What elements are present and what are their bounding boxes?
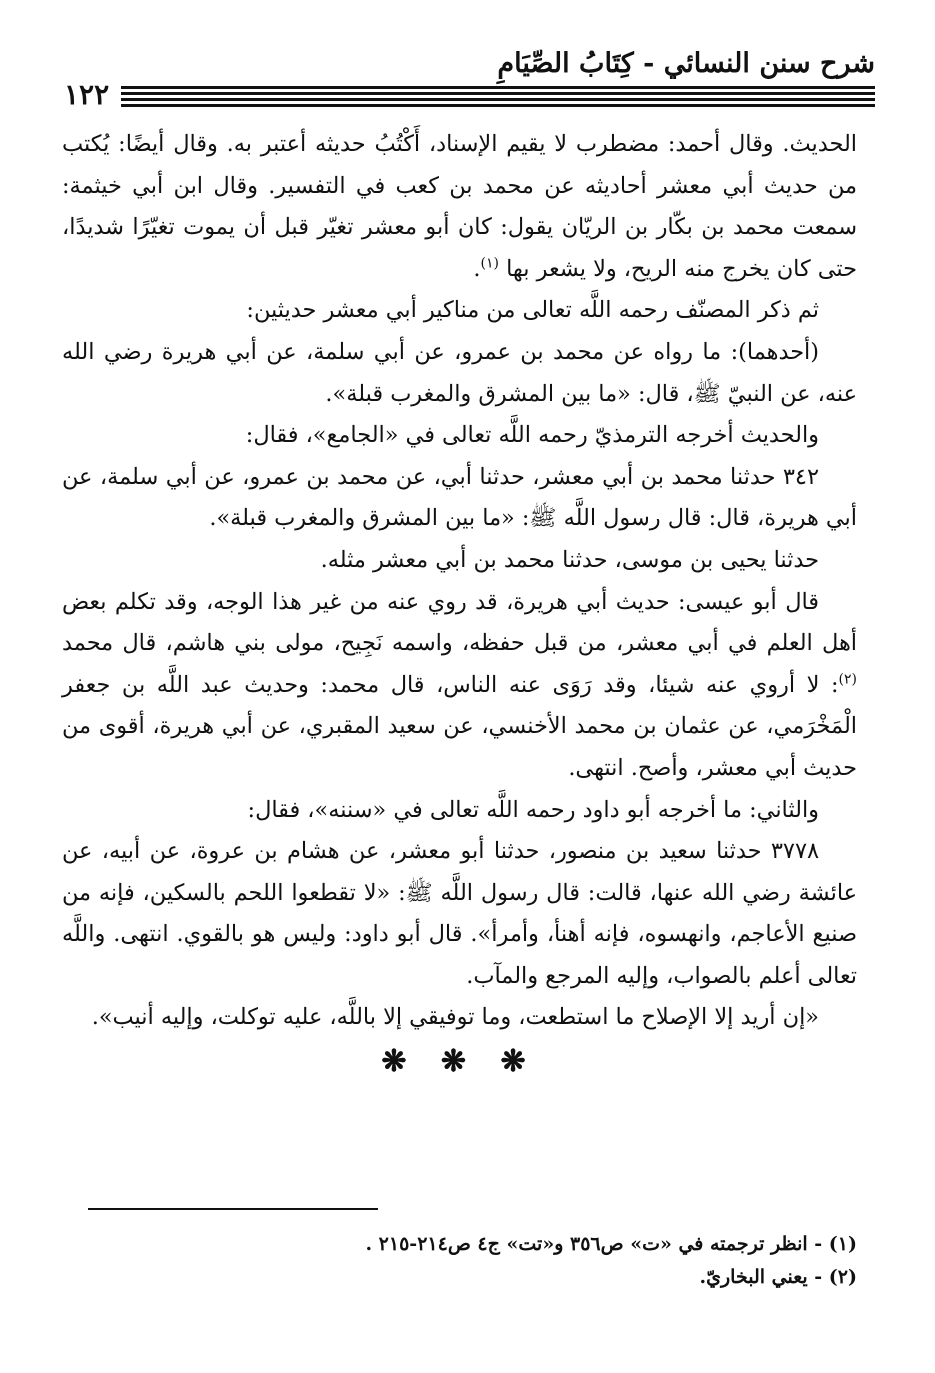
main-text [62, 124, 857, 1083]
footnote: (٢) - يعني البخاريّ. [699, 1266, 857, 1288]
footnote-ref: (٢) [838, 671, 857, 688]
running-title: شرح سنن النسائي - كِتَابُ الصِّيَامِ [497, 48, 875, 79]
header-rule [60, 92, 875, 95]
paragraph: (أحدهما): ما رواه عن محمد بن عمرو، عن أبي سلمة، عن أبي هريرة رضي الله عنه، عن النبيّ ﷺ، قال: «ما بين المشرق والمغرب قبلة». [62, 338, 857, 407]
footnote: (١) - انظر ترجمته في «ت» ص٣٥٦ و«تت» ج٤ ص٢١٤-٢١٥ . [365, 1233, 857, 1255]
header-rule [60, 104, 875, 107]
paragraph: ثم ذكر المصنّف رحمه اللَّه تعالى من مناكير أبي معشر حديثين: [246, 297, 819, 324]
paragraph: قال أبو عيسى: حديث أبي هريرة، قد روي عنه من غير هذا الوجه، وقد تكلم بعض أهل العلم في أبي معشر، من قبل حفظه، واسمه نَجِيح، مولى بني هاشم، قال محمد $^{(٢)}$: لا أروي عنه شيئا، وقد رَوَى عنه الناس، قال محمد: وحديث عبد اللَّه بن جعفر الْمَخْرَمي، عن عثمان بن محمد الأخنسي، عن سعيد المقبري، عن أبي هريرة، أقوى من حديث أبي معشر، وأصح. انتهى. [62, 588, 857, 781]
footnotes [62, 1228, 857, 1294]
paragraph: الحديث. وقال أحمد: مضطرب لا يقيم الإسناد، أَكْتُبُ حديثه أعتبر به. وقال أيضًا: يُكتب من حديث أبي معشر أحاديثه عن محمد بن كعب في التفسير. وقال ابن أبي خيثمة: سمعت محمد بن بكّار بن الريّان يقول: كان أبو معشر تغيّر قبل أن يموت تغيّرًا شديدًا، حتى كان يخرج منه الريح، ولا يشعر بها $^{(١)}$. [62, 131, 857, 282]
section-divider-stars: ❋ ❋ ❋ [381, 1044, 538, 1080]
header-rule [60, 86, 875, 89]
paragraph: «إن أريد إلا الإصلاح ما استطعت، وما توفيقي إلا باللَّه، عليه توكلت، وإليه أنيب». [91, 1004, 819, 1031]
paragraph: ٣٤٢ حدثنا محمد بن أبي معشر، حدثنا أبي، عن محمد بن عمرو، عن أبي سلمة، عن أبي هريرة، قال: قال رسول اللَّه ﷺ: «ما بين المشرق والمغرب قبلة». [62, 463, 857, 532]
paragraph: حدثنا يحيى بن موسى، حدثنا محمد بن أبي معشر مثله. [320, 546, 819, 573]
page-number: ١٢٢ [60, 78, 121, 111]
page-header [60, 48, 875, 110]
paragraph: ٣٧٧٨ حدثنا سعيد بن منصور، حدثنا أبو معشر، عن هشام بن عروة، عن أبيه، عن عائشة رضي الله عنها، قالت: قال رسول اللَّه ﷺ: «لا تقطعوا اللحم بالسكين، فإنه من صنيع الأعاجم، وانهسوه، فإنه أهنأ، وأمرأ». قال أبو داود: وليس هو بالقوي. انتهى. واللَّه تعالى أعلم بالصواب، وإليه المرجع والمآب. [62, 838, 858, 989]
footnote-ref: (١) [480, 255, 499, 272]
header-rule [60, 98, 875, 101]
paragraph: والحديث أخرجه الترمذيّ رحمه اللَّه تعالى في «الجامع»، فقال: [245, 422, 819, 449]
footnote-divider [88, 1208, 378, 1210]
paragraph: والثاني: ما أخرجه أبو داود رحمه اللَّه تعالى في «سننه»، فقال: [247, 796, 819, 823]
